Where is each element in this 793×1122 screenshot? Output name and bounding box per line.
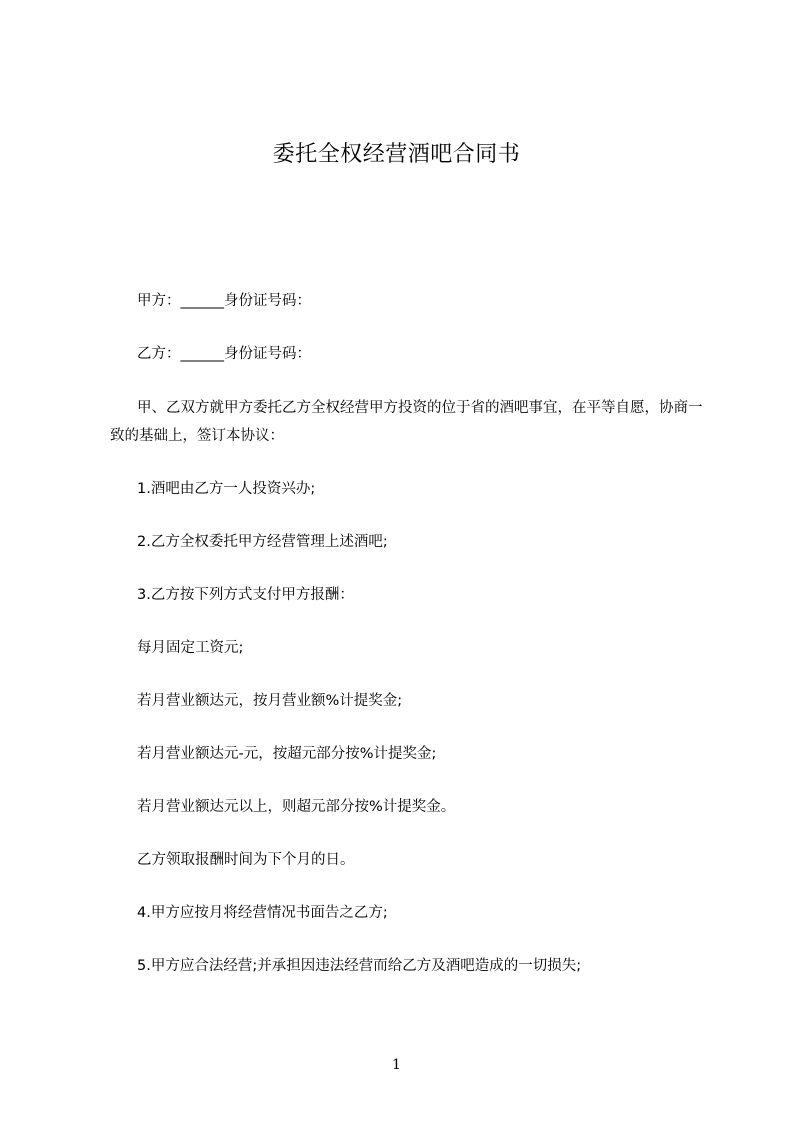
document-title: 委托全权经营酒吧合同书 xyxy=(272,142,521,167)
clause-5: 5.甲方应合法经营;并承担因违法经营而给乙方及酒吧造成的一切损失; xyxy=(137,958,582,974)
pay-fixed-line: 每月固定工资元; xyxy=(137,640,244,656)
clause-2: 2.乙方全权委托甲方经营管理上述酒吧; xyxy=(137,534,388,550)
pay-tier-3-line: 若月营业额达元以上，则超元部分按%计提奖金。 xyxy=(137,799,456,815)
clause-1: 1.酒吧由乙方一人投资兴办; xyxy=(137,481,316,497)
party-a-line: 甲方：______身份证号码： xyxy=(137,293,311,309)
party-b-line: 乙方：______身份证号码： xyxy=(137,346,311,362)
page-number: 1 xyxy=(392,1057,401,1073)
clause-3: 3.乙方按下列方式支付甲方报酬： xyxy=(137,587,354,603)
clause-4: 4.甲方应按月将经营情况书面告之乙方; xyxy=(137,905,388,921)
intro-paragraph: 甲、乙双方就甲方委托乙方全权经营甲方投资的位于省的酒吧事宜，在平等自愿，协商一致的基础上，签订本协议： xyxy=(110,400,703,444)
pay-tier-2-line: 若月营业额达元-元，按超元部分按%计提奖金; xyxy=(137,746,437,762)
pay-tier-1-line: 若月营业额达元，按月营业额%计提奖金; xyxy=(137,693,403,709)
pay-time-line: 乙方领取报酬时间为下个月的日。 xyxy=(137,852,355,868)
